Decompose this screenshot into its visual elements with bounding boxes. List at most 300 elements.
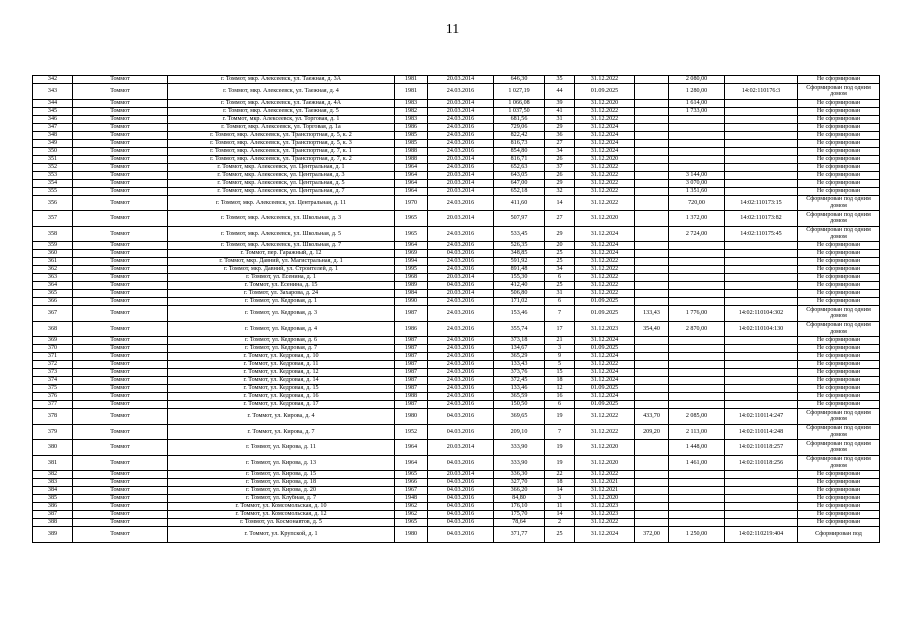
cell-land-plot-area — [669, 401, 725, 409]
cell-area: 78,64 — [494, 519, 545, 527]
cell-land-area — [635, 187, 669, 195]
cell-cadastral-number — [725, 139, 798, 147]
cell-address: г. Томмот, мкр. Алексеевск, ул. Транспортная, д. 7, к. 2 — [168, 155, 395, 163]
cell-residents: 29 — [545, 226, 575, 242]
cell-address: г. Томмот, мкр. Алексеевск, ул. Таежная, д. 4А — [168, 99, 395, 107]
cell-row-number: 352 — [33, 163, 73, 171]
cell-deadline: 31.12.2020 — [575, 99, 635, 107]
cell-residents: 9 — [545, 353, 575, 361]
cell-settlement: Томмот — [73, 131, 168, 139]
table-row — [33, 385, 880, 393]
cell-residents: 25 — [545, 258, 575, 266]
cell-land-area — [635, 479, 669, 487]
cell-land-plot-area — [669, 345, 725, 353]
cell-area: 822,42 — [494, 131, 545, 139]
cell-land-status: Не сформирован — [798, 487, 880, 495]
cell-land-area — [635, 147, 669, 155]
cell-deadline: 31.12.2024 — [575, 337, 635, 345]
cell-cadastral-number: 14:02:110173:82 — [725, 211, 798, 227]
cell-inclusion-date: 20.03.2014 — [428, 187, 494, 195]
cell-inclusion-date: 04.03.2016 — [428, 424, 494, 440]
cell-area: 365,29 — [494, 353, 545, 361]
cell-residents: 18 — [545, 479, 575, 487]
table-row — [33, 298, 880, 306]
cell-cadastral-number — [725, 147, 798, 155]
table-row — [33, 266, 880, 274]
cell-land-area — [635, 377, 669, 385]
cell-residents: 19 — [545, 409, 575, 425]
cell-residents: 3 — [545, 345, 575, 353]
cell-area: 652,63 — [494, 163, 545, 171]
cell-inclusion-date: 24.03.2016 — [428, 306, 494, 322]
cell-build-year: 1964 — [395, 187, 428, 195]
cell-area: 134,67 — [494, 345, 545, 353]
cell-land-status: Сформирован под одним домом — [798, 84, 880, 100]
cell-residents: 31 — [545, 115, 575, 123]
cell-deadline: 31.12.2020 — [575, 155, 635, 163]
cell-land-area — [635, 179, 669, 187]
cell-residents: 37 — [545, 163, 575, 171]
cell-settlement: Томмот — [73, 187, 168, 195]
cell-cadastral-number — [725, 393, 798, 401]
cell-deadline: 31.12.2020 — [575, 495, 635, 503]
cell-settlement: Томмот — [73, 290, 168, 298]
cell-row-number: 347 — [33, 123, 73, 131]
cell-deadline: 31.12.2022 — [575, 361, 635, 369]
cell-deadline: 31.12.2022 — [575, 171, 635, 179]
cell-land-plot-area: 1 776,00 — [669, 306, 725, 322]
cell-address: г. Томмот, мкр. Алексеевск, ул. Транспортная, д. 5, к. 2 — [168, 131, 395, 139]
cell-land-status: Не сформирован — [798, 495, 880, 503]
cell-cadastral-number — [725, 258, 798, 266]
cell-residents: 25 — [545, 250, 575, 258]
cell-land-area — [635, 76, 669, 84]
cell-row-number: 361 — [33, 258, 73, 266]
cell-land-status: Сформирован под одним домом — [798, 424, 880, 440]
cell-row-number: 387 — [33, 511, 73, 519]
cell-land-area — [635, 471, 669, 479]
cell-area: 333,90 — [494, 440, 545, 456]
cell-area: 336,30 — [494, 471, 545, 479]
cell-cadastral-number: 14:02:110175:45 — [725, 226, 798, 242]
cell-land-area — [635, 401, 669, 409]
cell-cadastral-number — [725, 298, 798, 306]
cell-cadastral-number — [725, 487, 798, 495]
cell-land-status: Не сформирован — [798, 242, 880, 250]
cell-residents: 35 — [545, 76, 575, 84]
cell-row-number: 383 — [33, 479, 73, 487]
cell-inclusion-date: 24.03.2016 — [428, 258, 494, 266]
cell-settlement: Томмот — [73, 195, 168, 211]
cell-deadline: 31.12.2022 — [575, 115, 635, 123]
cell-cadastral-number — [725, 99, 798, 107]
cell-deadline: 31.12.2024 — [575, 250, 635, 258]
cell-area: 209,10 — [494, 424, 545, 440]
cell-land-area: 433,70 — [635, 409, 669, 425]
cell-land-plot-area — [669, 369, 725, 377]
cell-cadastral-number — [725, 187, 798, 195]
cell-land-status: Сформирован под одним домом — [798, 226, 880, 242]
table-row — [33, 345, 880, 353]
cell-settlement: Томмот — [73, 527, 168, 543]
cell-deadline: 31.12.2022 — [575, 282, 635, 290]
table-row — [33, 76, 880, 84]
table-row — [33, 139, 880, 147]
cell-deadline: 31.12.2020 — [575, 455, 635, 471]
cell-land-area — [635, 226, 669, 242]
cell-cadastral-number — [725, 282, 798, 290]
cell-land-status: Не сформирован — [798, 155, 880, 163]
cell-address: г. Томмот, мкр. Алексеевск, ул. Центральная, д. 3 — [168, 171, 395, 179]
cell-row-number: 381 — [33, 455, 73, 471]
cell-address: г. Томмот, ул. Кирова, д. 15 — [168, 471, 395, 479]
cell-settlement: Томмот — [73, 274, 168, 282]
cell-inclusion-date: 20.03.2014 — [428, 440, 494, 456]
cell-row-number: 350 — [33, 147, 73, 155]
cell-land-area — [635, 258, 669, 266]
cell-land-status: Сформирован под одним домом — [798, 321, 880, 337]
cell-area: 1 066,08 — [494, 99, 545, 107]
cell-cadastral-number: 14:02:110104:302 — [725, 306, 798, 322]
cell-deadline: 31.12.2024 — [575, 242, 635, 250]
cell-land-area — [635, 107, 669, 115]
cell-residents: 7 — [545, 424, 575, 440]
cell-inclusion-date: 24.03.2016 — [428, 195, 494, 211]
cell-build-year: 1987 — [395, 401, 428, 409]
cell-area: 176,10 — [494, 503, 545, 511]
cell-area: 729,06 — [494, 123, 545, 131]
table-row — [33, 479, 880, 487]
cell-residents: 41 — [545, 107, 575, 115]
cell-area: 84,80 — [494, 495, 545, 503]
cell-settlement: Томмот — [73, 337, 168, 345]
cell-residents: 36 — [545, 131, 575, 139]
cell-land-plot-area: 1 733,00 — [669, 107, 725, 115]
cell-area: 371,77 — [494, 527, 545, 543]
cell-address: г. Томмот, мкр. Алексеевск, ул. Транспортная, д. 7, к. 1 — [168, 147, 395, 155]
cell-land-plot-area — [669, 393, 725, 401]
table-row — [33, 409, 880, 425]
cell-cadastral-number — [725, 401, 798, 409]
cell-land-area — [635, 511, 669, 519]
cell-inclusion-date: 20.03.2014 — [428, 171, 494, 179]
cell-cadastral-number: 14:02:110219:404 — [725, 527, 798, 543]
table-row — [33, 155, 880, 163]
cell-build-year: 1964 — [395, 171, 428, 179]
cell-land-area: 133,43 — [635, 306, 669, 322]
table-row — [33, 424, 880, 440]
cell-land-status: Не сформирован — [798, 369, 880, 377]
cell-residents: 6 — [545, 274, 575, 282]
cell-area: 369,65 — [494, 409, 545, 425]
cell-deadline: 31.12.2022 — [575, 519, 635, 527]
cell-area: 373,18 — [494, 337, 545, 345]
cell-land-plot-area — [669, 250, 725, 258]
cell-deadline: 01.09.2025 — [575, 84, 635, 100]
cell-land-status: Не сформирован — [798, 298, 880, 306]
cell-cadastral-number — [725, 274, 798, 282]
cell-land-area — [635, 155, 669, 163]
cell-residents: 14 — [545, 195, 575, 211]
table-row — [33, 258, 880, 266]
cell-cadastral-number: 14:02:110176:3 — [725, 84, 798, 100]
cell-land-area — [635, 385, 669, 393]
cell-residents: 27 — [545, 139, 575, 147]
cell-land-area — [635, 487, 669, 495]
cell-land-plot-area — [669, 471, 725, 479]
cell-deadline: 31.12.2024 — [575, 131, 635, 139]
cell-residents: 12 — [545, 385, 575, 393]
cell-build-year: 1990 — [395, 298, 428, 306]
cell-row-number: 377 — [33, 401, 73, 409]
table-row — [33, 163, 880, 171]
cell-build-year: 1995 — [395, 266, 428, 274]
cell-land-plot-area — [669, 353, 725, 361]
cell-settlement: Томмот — [73, 147, 168, 155]
cell-land-area — [635, 393, 669, 401]
cell-build-year: 1964 — [395, 163, 428, 171]
cell-land-status: Не сформирован — [798, 353, 880, 361]
cell-deadline: 01.09.2025 — [575, 345, 635, 353]
cell-land-plot-area — [669, 242, 725, 250]
cell-address: г. Томмот, ул. Захарова, д. 24 — [168, 290, 395, 298]
cell-land-plot-area — [669, 266, 725, 274]
table-row — [33, 306, 880, 322]
cell-deadline: 31.12.2022 — [575, 187, 635, 195]
cell-inclusion-date: 24.03.2016 — [428, 321, 494, 337]
cell-land-area — [635, 266, 669, 274]
cell-address: г. Томмот, ул. Комсомольская, д. 10 — [168, 503, 395, 511]
cell-build-year: 1962 — [395, 503, 428, 511]
cell-residents: 19 — [545, 440, 575, 456]
cell-address: г. Томмот, мкр. Давний, ул. Строителей, д. 1 — [168, 266, 395, 274]
cell-land-plot-area: 2 870,00 — [669, 321, 725, 337]
cell-area: 133,43 — [494, 361, 545, 369]
cell-residents: 22 — [545, 471, 575, 479]
cell-inclusion-date: 24.03.2016 — [428, 393, 494, 401]
cell-land-area — [635, 123, 669, 131]
cell-settlement: Томмот — [73, 377, 168, 385]
cell-area: 1 037,50 — [494, 107, 545, 115]
cell-land-plot-area — [669, 361, 725, 369]
cell-deadline: 31.12.2022 — [575, 258, 635, 266]
cell-land-status: Не сформирован — [798, 337, 880, 345]
cell-land-area — [635, 282, 669, 290]
cell-land-status: Не сформирован — [798, 401, 880, 409]
cell-land-area — [635, 519, 669, 527]
cell-residents: 15 — [545, 369, 575, 377]
cell-settlement: Томмот — [73, 479, 168, 487]
cell-address: г. Томмот, мкр. Алексеевск, ул. Таежная, д. 4 — [168, 84, 395, 100]
cell-deadline: 31.12.2022 — [575, 195, 635, 211]
cell-land-plot-area — [669, 385, 725, 393]
page-number: 11 — [445, 22, 460, 37]
cell-land-plot-area — [669, 519, 725, 527]
cell-land-status: Не сформирован — [798, 123, 880, 131]
cell-land-status: Не сформирован — [798, 131, 880, 139]
cell-inclusion-date: 24.03.2016 — [428, 353, 494, 361]
cell-deadline: 31.12.2024 — [575, 147, 635, 155]
table-row — [33, 123, 880, 131]
cell-settlement: Томмот — [73, 282, 168, 290]
cell-settlement: Томмот — [73, 455, 168, 471]
cell-cadastral-number: 14:02:110114:248 — [725, 424, 798, 440]
cell-address: г. Томмот, мкр. Алексеевск, ул. Центральная, д. 7 — [168, 187, 395, 195]
cell-address: г. Томмот, ул. Кедровая, д. 14 — [168, 377, 395, 385]
cell-inclusion-date: 24.03.2016 — [428, 84, 494, 100]
table-row — [33, 107, 880, 115]
cell-land-plot-area — [669, 290, 725, 298]
cell-land-area — [635, 99, 669, 107]
cell-area: 652,18 — [494, 187, 545, 195]
cell-settlement: Томмот — [73, 84, 168, 100]
cell-inclusion-date: 24.03.2016 — [428, 369, 494, 377]
cell-land-area: 372,00 — [635, 527, 669, 543]
cell-land-area — [635, 440, 669, 456]
cell-land-plot-area — [669, 274, 725, 282]
cell-area: 153,46 — [494, 306, 545, 322]
cell-residents: 18 — [545, 377, 575, 385]
cell-deadline: 31.12.2022 — [575, 266, 635, 274]
cell-row-number: 365 — [33, 290, 73, 298]
cell-land-area — [635, 369, 669, 377]
cell-residents: 29 — [545, 179, 575, 187]
cell-inclusion-date: 24.03.2016 — [428, 298, 494, 306]
cell-inclusion-date: 20.03.2014 — [428, 76, 494, 84]
cell-settlement: Томмот — [73, 345, 168, 353]
cell-land-area — [635, 337, 669, 345]
cell-inclusion-date: 20.03.2014 — [428, 211, 494, 227]
table-row — [33, 195, 880, 211]
cell-settlement: Томмот — [73, 298, 168, 306]
cell-residents: 14 — [545, 511, 575, 519]
cell-row-number: 385 — [33, 495, 73, 503]
cell-settlement: Томмот — [73, 321, 168, 337]
table-row — [33, 274, 880, 282]
table-row — [33, 131, 880, 139]
cell-address: г. Томмот, ул. Кирова, д. 11 — [168, 440, 395, 456]
cell-build-year: 1987 — [395, 306, 428, 322]
cell-row-number: 384 — [33, 487, 73, 495]
cell-inclusion-date: 04.03.2016 — [428, 527, 494, 543]
cell-settlement: Томмот — [73, 487, 168, 495]
cell-row-number: 348 — [33, 131, 73, 139]
cell-row-number: 360 — [33, 250, 73, 258]
cell-area: 891,48 — [494, 266, 545, 274]
cell-inclusion-date: 04.03.2016 — [428, 282, 494, 290]
cell-inclusion-date: 24.03.2016 — [428, 115, 494, 123]
cell-land-plot-area: 3 070,00 — [669, 179, 725, 187]
cell-build-year: 1988 — [395, 155, 428, 163]
cell-settlement: Томмот — [73, 393, 168, 401]
cell-area: 373,76 — [494, 369, 545, 377]
cell-build-year: 1983 — [395, 115, 428, 123]
cell-land-plot-area — [669, 282, 725, 290]
cell-deadline: 31.12.2022 — [575, 107, 635, 115]
cell-address: г. Томмот, мкр. Алексеевск, ул. Транспортная, д. 5, к. 3 — [168, 139, 395, 147]
cell-inclusion-date: 24.03.2016 — [428, 242, 494, 250]
cell-build-year: 1965 — [395, 519, 428, 527]
cell-build-year: 1994 — [395, 258, 428, 266]
cell-cadastral-number — [725, 123, 798, 131]
cell-settlement: Томмот — [73, 250, 168, 258]
cell-row-number: 357 — [33, 211, 73, 227]
cell-settlement: Томмот — [73, 401, 168, 409]
cell-cadastral-number: 14:02:110118:256 — [725, 455, 798, 471]
cell-residents: 44 — [545, 84, 575, 100]
cell-address: г. Томмот, ул. Кедровая, д. 17 — [168, 401, 395, 409]
cell-land-plot-area — [669, 495, 725, 503]
cell-cadastral-number — [725, 471, 798, 479]
cell-settlement: Томмот — [73, 123, 168, 131]
cell-build-year: 1986 — [395, 123, 428, 131]
cell-cadastral-number — [725, 345, 798, 353]
table-row — [33, 84, 880, 100]
cell-inclusion-date: 20.03.2014 — [428, 155, 494, 163]
cell-land-plot-area: 1 448,00 — [669, 440, 725, 456]
cell-land-area — [635, 84, 669, 100]
cell-cadastral-number — [725, 76, 798, 84]
cell-inclusion-date: 24.03.2016 — [428, 345, 494, 353]
cell-land-status: Не сформирован — [798, 290, 880, 298]
cell-area: 327,70 — [494, 479, 545, 487]
cell-land-area — [635, 274, 669, 282]
cell-inclusion-date: 24.03.2016 — [428, 123, 494, 131]
cell-address: г. Томмот, ул. Кирова, д. 7 — [168, 424, 395, 440]
cell-settlement: Томмот — [73, 107, 168, 115]
cell-build-year: 1970 — [395, 195, 428, 211]
cell-land-area — [635, 250, 669, 258]
cell-residents: 25 — [545, 282, 575, 290]
cell-address: г. Томмот, ул. Кирова, д. 4 — [168, 409, 395, 425]
cell-land-plot-area — [669, 163, 725, 171]
cell-address: г. Томмот, ул. Кирова, д. 20 — [168, 487, 395, 495]
cell-cadastral-number — [725, 361, 798, 369]
cell-settlement: Томмот — [73, 266, 168, 274]
cell-inclusion-date: 20.03.2014 — [428, 471, 494, 479]
cell-area: 150,50 — [494, 401, 545, 409]
cell-deadline: 31.12.2022 — [575, 179, 635, 187]
cell-build-year: 1964 — [395, 242, 428, 250]
cell-land-plot-area — [669, 479, 725, 487]
table-row — [33, 242, 880, 250]
cell-build-year: 1981 — [395, 76, 428, 84]
cell-residents: 20 — [545, 242, 575, 250]
cell-build-year: 1989 — [395, 282, 428, 290]
table-row — [33, 471, 880, 479]
cell-row-number: 346 — [33, 115, 73, 123]
cell-inclusion-date: 04.03.2016 — [428, 487, 494, 495]
cell-land-status: Не сформирован — [798, 171, 880, 179]
cell-inclusion-date: 24.03.2016 — [428, 266, 494, 274]
cell-deadline: 31.12.2024 — [575, 393, 635, 401]
cell-address: г. Томмот, ул. Кедровая, д. 7 — [168, 345, 395, 353]
cell-row-number: 369 — [33, 337, 73, 345]
cell-cadastral-number: 14:02:110118:257 — [725, 440, 798, 456]
cell-deadline: 31.12.2022 — [575, 424, 635, 440]
cell-settlement: Томмот — [73, 155, 168, 163]
cell-build-year: 1984 — [395, 290, 428, 298]
table-row — [33, 115, 880, 123]
cell-land-area: 354,40 — [635, 321, 669, 337]
cell-row-number: 370 — [33, 345, 73, 353]
cell-deadline: 31.12.2024 — [575, 377, 635, 385]
cell-land-plot-area: 3 144,00 — [669, 171, 725, 179]
cell-inclusion-date: 24.03.2016 — [428, 385, 494, 393]
cell-land-status: Не сформирован — [798, 479, 880, 487]
cell-deadline: 31.12.2021 — [575, 479, 635, 487]
cell-residents: 32 — [545, 187, 575, 195]
